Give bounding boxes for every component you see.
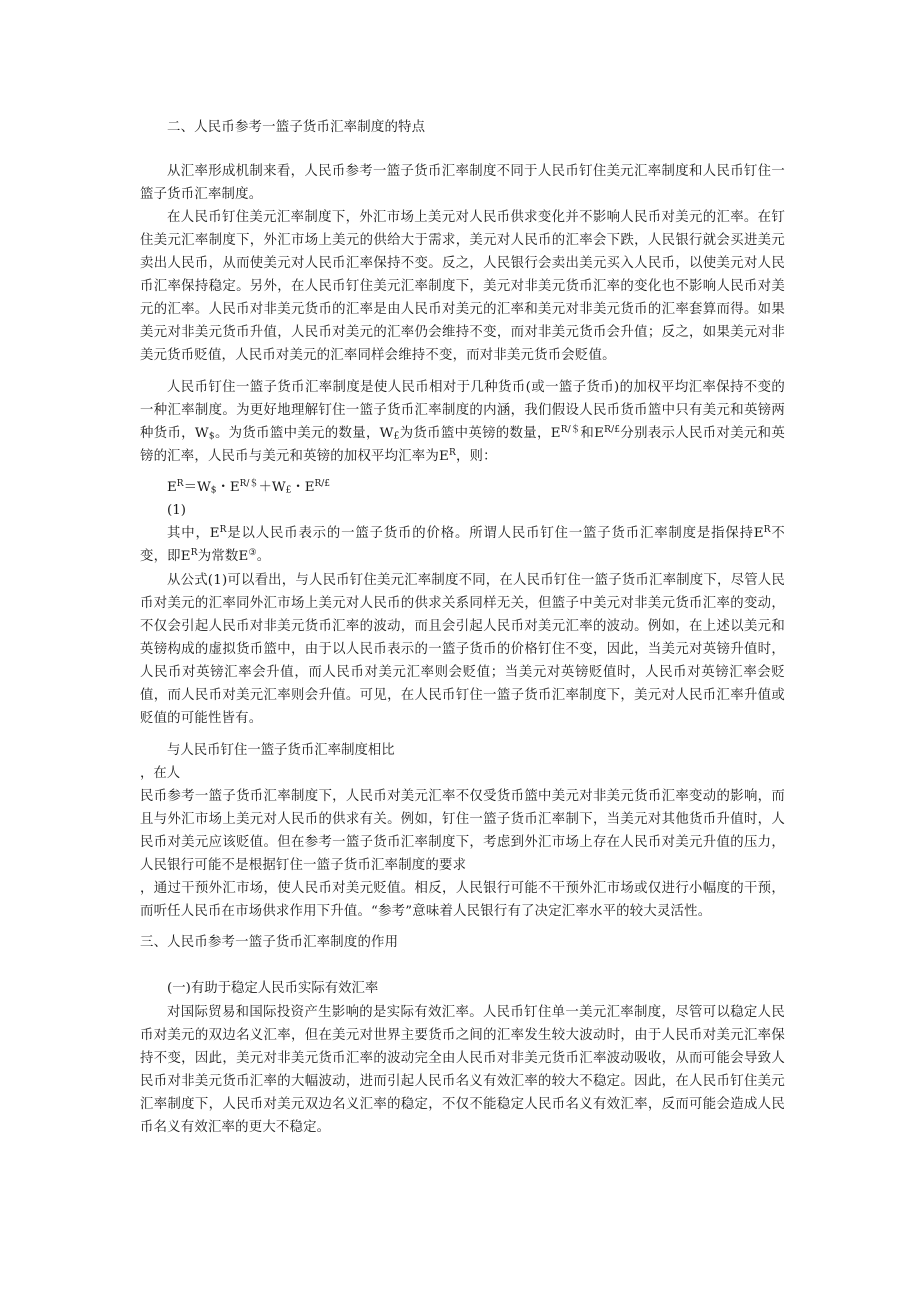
- paragraph-basket-peg: [140, 376, 785, 468]
- basket-price-text-1: 其中，E: [167, 526, 220, 541]
- comparison-line-1: 与人民币钉住一篮子货币汇率制度相比: [167, 743, 395, 758]
- rmb-dollar-superscript: R/＄: [560, 425, 581, 436]
- formula-equals-w: ＝W: [183, 480, 211, 495]
- formula-dot-e-2: ・E: [291, 480, 315, 495]
- pound-subscript: £: [393, 431, 400, 442]
- section-2-heading: 二、人民币参考一篮子货币汇率制度的特点: [167, 120, 426, 135]
- footnote-marker: ③: [248, 548, 257, 559]
- formula-e: E: [167, 480, 177, 495]
- formula-dollar-subscript: $: [210, 485, 217, 496]
- comparison-line-2: ，在人: [140, 766, 181, 781]
- formula-plus-w: ＋W: [258, 480, 286, 495]
- formula-rmb-dollar-superscript: R/＄: [239, 479, 259, 490]
- equation-number: (1): [167, 503, 186, 518]
- formula-rmb-pound-superscript: R/£: [314, 479, 331, 490]
- formula-dot-e-1: ・E: [216, 480, 240, 495]
- formula: [167, 476, 330, 499]
- rmb-pound-superscript: R/£: [604, 425, 621, 436]
- formula-r-superscript: R: [176, 479, 184, 490]
- basket-peg-text-4: 和E: [580, 426, 605, 441]
- paragraph-formula-analysis: 从公式(1)可以看出，与人民币钉住美元汇率制度不同，在人民币钉住一篮子货币汇率制度下，尽管人民币对美元的汇率同外汇市场上美元对人民币的供求关系同样无关，但篮子中美元对非美元货币汇率的变动，不仅会引起人民币对非美元货币汇率的波动，而且会引起人民币对美元汇率的波动。例如，在上述以美元和英镑构成的虚拟货币篮中，由于以人民币表示的一篮子货币的价格钉住不变，因此，当美元对英镑升值时，人民币对英镑汇率会升值，而人民币对美元汇率则会贬值；当美元对英镑贬值时，人民币对英镑汇率会贬值，而人民币对美元汇率则会升值。可见，在人民币钉住一篮子货币汇率制度下，美元对人民币汇率升值或贬值的可能性皆有。: [140, 573, 785, 726]
- basket-price-r-3: R: [190, 548, 198, 559]
- basket-peg-text-1: 人民币钉住一篮子货币汇率制度是使人民币相对于几种货币(或一篮子货币)的加权平均汇率保持不变的一种汇率制度。为更好地理解钉住一篮子货币汇率制度的内涵，我们假设人民币货币篮中只有美元和英镑两种货币，W: [140, 380, 785, 441]
- paragraph-mechanism: 从汇率形成机制来看，人民币参考一篮子货币汇率制度不同于人民币钉住美元汇率制度和人民币钉住一篮子货币汇率制度。: [140, 164, 785, 202]
- paragraph-dollar-peg: 在人民币钉住美元汇率制度下，外汇市场上美元对人民币供求变化并不影响人民币对美元的汇率。在钉住美元汇率制度下，外汇市场上美元的供给大于需求，美元对人民币的汇率会下跌，人民银行就会买进美元卖出人民币，从而使美元对人民币汇率保持不变。反之，人民银行会卖出美元买入人民币，以使美元对人民币汇率保持稳定。另外，在人民币钉住美元汇率制度下，美元对非美元货币汇率的变化也不影响人民币对美元的汇率。人民币对非美元货币的汇率是由人民币对美元的汇率和美元对非美元货币的汇率套算而得。如果美元对非美元货币升值，人民币对美元的汇率仍会维持不变，而对非美元货币会升值；反之，如果美元对非美元货币贬值，人民币对美元的汇率同样会维持不变，而对非美元货币会贬值。: [140, 210, 785, 363]
- basket-price-text-4: 为常数E: [197, 549, 249, 564]
- basket-peg-text-6: ，则：: [455, 449, 497, 464]
- section-3-heading: 三、人民币参考一篮子货币汇率制度的作用: [140, 935, 399, 950]
- rmb-superscript: R: [448, 448, 456, 459]
- basket-price-r-2: R: [763, 525, 771, 536]
- basket-price-r-1: R: [219, 525, 227, 536]
- basket-peg-text-3: 为货币篮中英镑的数量，E: [399, 426, 561, 441]
- paragraph-reference-basket: 民币参考一篮子货币汇率制度下，人民币对美元汇率不仅受货币篮中美元对非美元货币汇率变动的影响，而且与外汇市场上美元对人民币的供求有关。例如，钉住一篮子货币汇率制下，当美元对其他货币升值时，人民币对美元应该贬值。但在参考一篮子货币汇率制度下，考虑到外汇市场上存在人民币对美元升值的压力，人民银行可能不是根据钉住一篮子货币汇率制度的要求: [140, 789, 785, 873]
- dollar-subscript: $: [208, 431, 215, 442]
- basket-peg-text-2: 。为货币篮中美元的数量，W: [214, 426, 394, 441]
- section-3-subheading: (一)有助于稳定人民币实际有效汇率: [167, 981, 379, 996]
- paragraph-flexibility: ，通过干预外汇市场，使人民币对美元贬值。相反，人民银行可能不干预外汇市场或仅进行小幅度的干预，而听任人民币在市场供求作用下升值。“参考”意味着人民银行有了决定汇率水平的较大灵活性。: [140, 881, 785, 919]
- paragraph-effective-rate: 对国际贸易和国际投资产生影响的是实际有效汇率。人民币钉住单一美元汇率制度，尽管可以稳定人民币对美元的双边名义汇率，但在美元对世界主要货币之间的汇率发生较大波动时，由于人民币对美元汇率保持不变，因此，美元对非美元货币汇率的波动完全由人民币对非美元货币汇率波动吸收，从而可能会导致人民币对非美元货币汇率的大幅波动，进而引起人民币名义有效汇率的较大不稳定。因此，在人民币钉住美元汇率制度下，人民币对美元双边名义汇率的稳定，不仅不能稳定人民币名义有效汇率，反而可能会造成人民币名义有效汇率的更大不稳定。: [140, 1005, 785, 1135]
- basket-price-text-2: 是以人民币表示的一篮子货币的价格。所谓人民币钉住一篮子货币汇率制度是指保持E: [226, 526, 764, 541]
- formula-pound-subscript: £: [285, 485, 292, 496]
- basket-price-text-5: 。: [256, 549, 271, 564]
- basket-price-text-3: 不变，即E: [140, 526, 786, 564]
- paragraph-basket-price: [140, 522, 785, 568]
- basket-peg-text-5: 分别表示人民币对美元和英镑的汇率，人民币与美元和英镑的加权平均汇率为E: [140, 426, 785, 464]
